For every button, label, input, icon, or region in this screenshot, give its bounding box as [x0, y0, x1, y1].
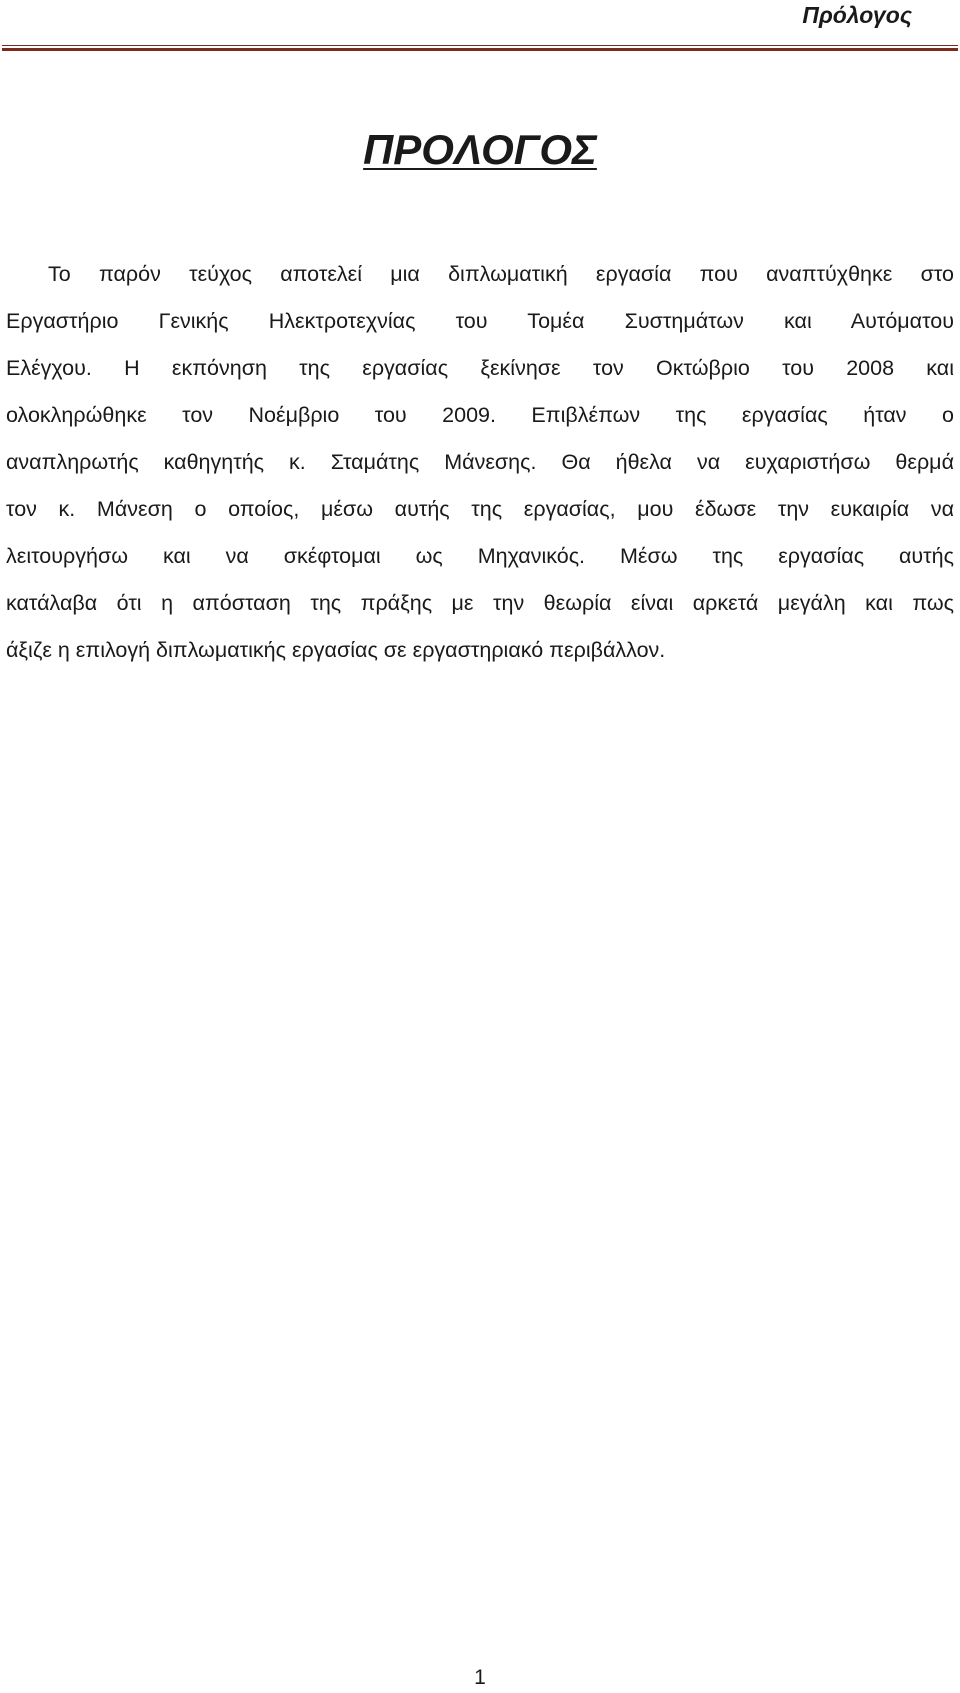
running-header-title: Πρόλογος	[802, 2, 912, 28]
page-number: 1	[474, 1666, 486, 1689]
paragraph-line-5: αναπληρωτής καθηγητής κ. Σταμάτης Μάνεσης. Θα ήθελα να ευχαριστήσω θερμά	[6, 450, 954, 474]
paragraph-line-9: άξιζε η επιλογή διπλωματικής εργασίας σε εργαστηριακό περιβάλλον.	[6, 638, 666, 662]
header-rule-thick-line	[2, 48, 958, 51]
body-paragraph	[6, 251, 954, 674]
paragraph-line-2: Εργαστήριο Γενικής Ηλεκτροτεχνίας του Τομέα Συστημάτων και Αυτόματου	[6, 309, 954, 333]
paragraph-line-1: Το παρόν τεύχος αποτελεί μια διπλωματική εργασία που αναπτύχθηκε στο	[48, 262, 954, 286]
paragraph-line-3: Ελέγχου. Η εκπόνηση της εργασίας ξεκίνησε τον Οκτώβριο του 2008 και	[6, 356, 954, 380]
header-rule	[2, 45, 958, 52]
paragraph-line-6: τον κ. Μάνεση ο οποίος, μέσω αυτής της εργασίας, μου έδωσε την ευκαιρία να	[6, 497, 954, 521]
paragraph-line-8: κατάλαβα ότι η απόσταση της πράξης με την θεωρία είναι αρκετά μεγάλη και πως	[6, 591, 954, 615]
header-rule-thin-line	[2, 45, 958, 46]
page-title: ΠΡΟΛΟΓΟΣ	[363, 126, 597, 173]
paragraph-line-4: ολοκληρώθηκε τον Νοέμβριο του 2009. Επιβλέπων της εργασίας ήταν ο	[6, 403, 954, 427]
paragraph-line-7: λειτουργήσω και να σκέφτομαι ως Μηχανικός. Μέσω της εργασίας αυτής	[6, 544, 954, 568]
